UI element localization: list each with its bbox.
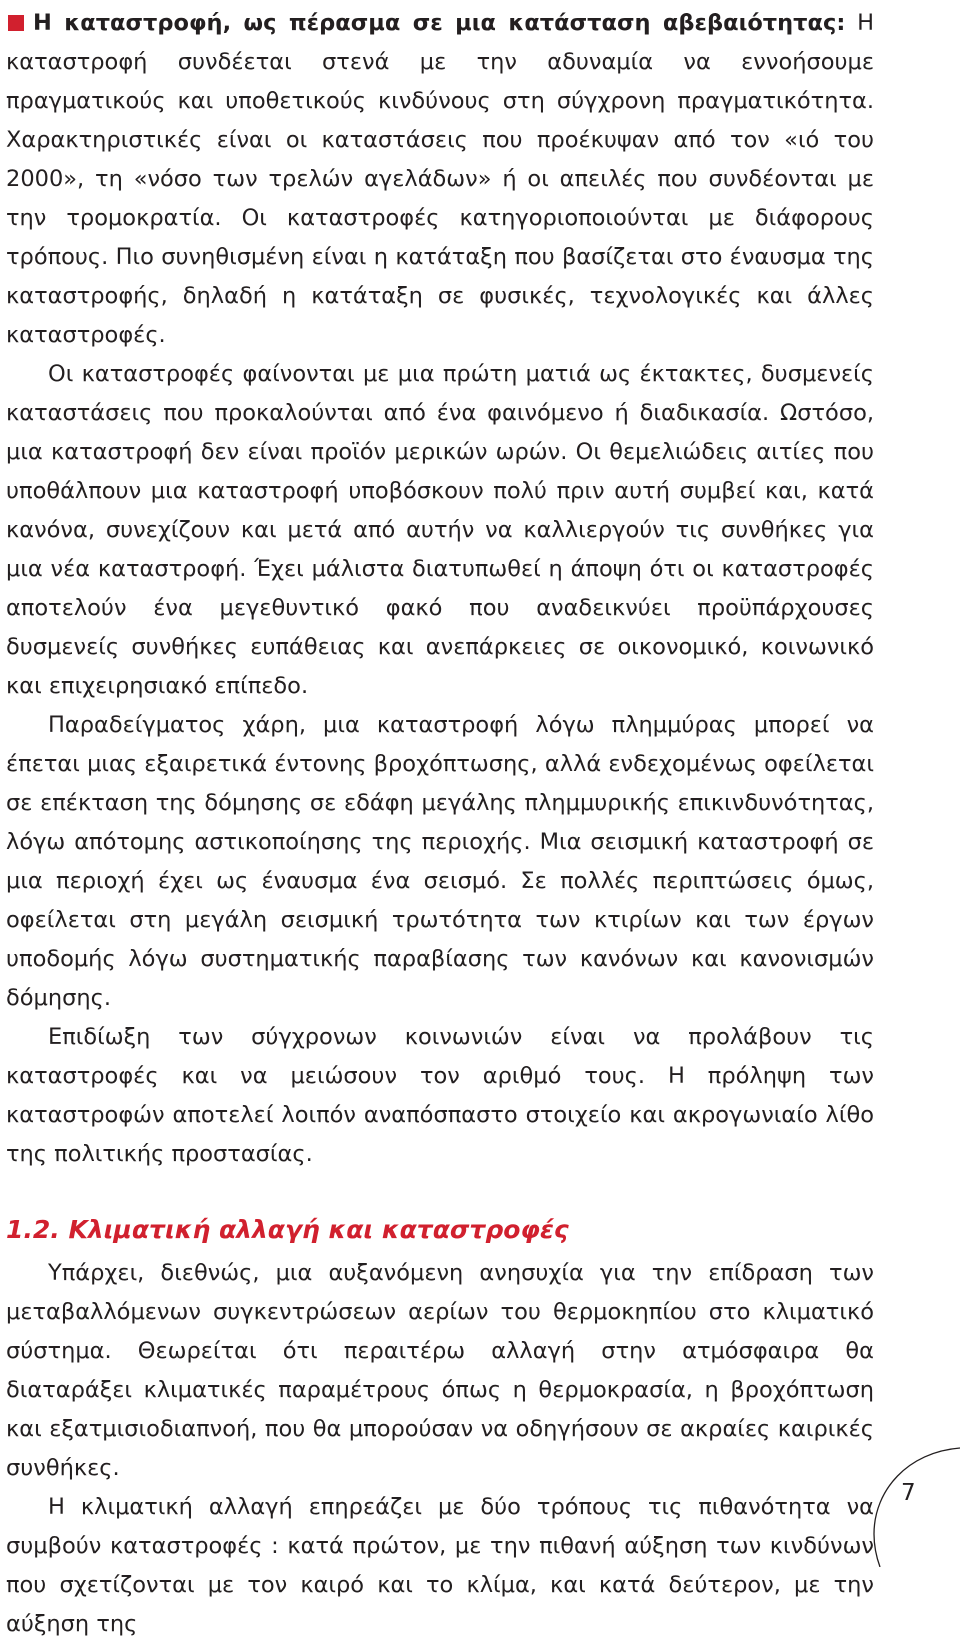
body-paragraph-2: Παραδείγματος χάρη, μια καταστροφή λόγω πλημμύρας μπορεί να έπεται μιας εξαιρετικά έντονης βροχόπτωσης, αλλά ενδεχομένως οφείλεται σε επέκταση της δόμησης σε εδάφη μεγάλης πλημμυρικής επικινδυνότητας, λόγω απότομης αστικοποίησης της περιοχής. Μια σεισμική καταστροφή σε μια περιοχή έχει ως έναυσμα ένα σεισμό. Σε πολλές περιπτώσεις όμως, οφείλεται στη μεγάλη σεισμική τρωτότητα των κτιρίων και των έργων υποδομής λόγω συστηματικής παραβίασης των κανόνων και κανονισμών δόμησης.: [6, 712, 874, 1011]
page-body: [6, 4, 874, 1644]
page-number: 7: [901, 1480, 916, 1506]
intro-lead: Η καταστροφή, ως πέρασμα σε μια κατάσταση αβεβαιότητας:: [33, 10, 846, 36]
intro-text: Η καταστροφή συνδέεται στενά με την αδυναμία να εννοήσουμε πραγματικούς και υποθετικούς κινδύνους στη σύγχρονη πραγματικότητα. Χαρακτηριστικές είναι οι καταστάσεις που προέκυψαν από τον «ιό του 2000», τη «νόσο των τρελών αγελάδων» ή οι απειλές που συνδέονται με την τρομοκρατία. Οι καταστροφές κατηγοριοποιούνται με διάφορους τρόπους. Πιο συνηθισμένη είναι η κατάταξη που βασίζεται στο έναυσμα της καταστροφής, δηλαδή η κατάταξη σε φυσικές, τεχνολογικές και άλλες καταστροφές.: [6, 10, 875, 348]
section-paragraph-2: Η κλιματική αλλαγή επηρεάζει με δύο τρόπους τις πιθανότητα να συμβούν καταστροφές : κατά πρώτον, με την πιθανή αύξηση των κινδύνων που σχετίζονται με τον καιρό και το κλίμα, και κατά δεύτερον, με την αύξηση της: [6, 1494, 874, 1637]
body-paragraph-1: Οι καταστροφές φαίνονται με μια πρώτη ματιά ως έκτακτες, δυσμενείς καταστάσεις που προκαλούνται από ένα φαινόμενο ή διαδικασία. Ωστόσο, μια καταστροφή δεν είναι προϊόν μερικών ωρών. Οι θεμελιώδεις αιτίες που υποθάλπουν μια καταστροφή υποβόσκουν πολύ πριν αυτή συμβεί και, κατά κανόνα, συνεχίζουν και μετά από αυτήν να καλλιεργούν τις συνθήκες για μια νέα καταστροφή. Έχει μάλιστα διατυπωθεί η άποψη ότι οι καταστροφές αποτελούν ένα μεγεθυντικό φακό που αναδεικνύει προϋπάρχουσες δυσμενείς συνθήκες ευπάθειας και ανεπάρκειες σε οικονομικό, κοινωνικό και επιχειρησιακό επίπεδο.: [6, 361, 874, 699]
section-paragraph-1: Υπάρχει, διεθνώς, μια αυξανόμενη ανησυχία για την επίδραση των μεταβαλλόμενων συγκεντρώσεων αερίων του θερμοκηπίου στο κλιματικό σύστημα. Θεωρείται ότι περαιτέρω αλλαγή στην ατμόσφαιρα θα διαταράξει κλιματικές παραμέτρους όπως η θερμοκρασία, η βροχόπτωση και εξατμισιοδιαπνοή, που θα μπορούσαν να οδηγήσουν σε ακραίες καιρικές συνθήκες.: [6, 1260, 874, 1481]
red-square-bullet-icon: [8, 15, 24, 31]
section-heading: 1.2. Κλιματική αλλαγή και καταστροφές: [6, 1215, 569, 1244]
page-number-badge: [868, 1442, 960, 1567]
body-paragraph-3: Επιδίωξη των σύγχρονων κοινωνιών είναι να προλάβουν τις καταστροφές και να μειώσουν τον αριθμό τους. Η πρόληψη των καταστροφών αποτελεί λοιπόν αναπόσπαστο στοιχείο και ακρογωνιαίο λίθο της πολιτικής προστασίας.: [6, 1024, 874, 1167]
intro-paragraph: [6, 4, 874, 355]
